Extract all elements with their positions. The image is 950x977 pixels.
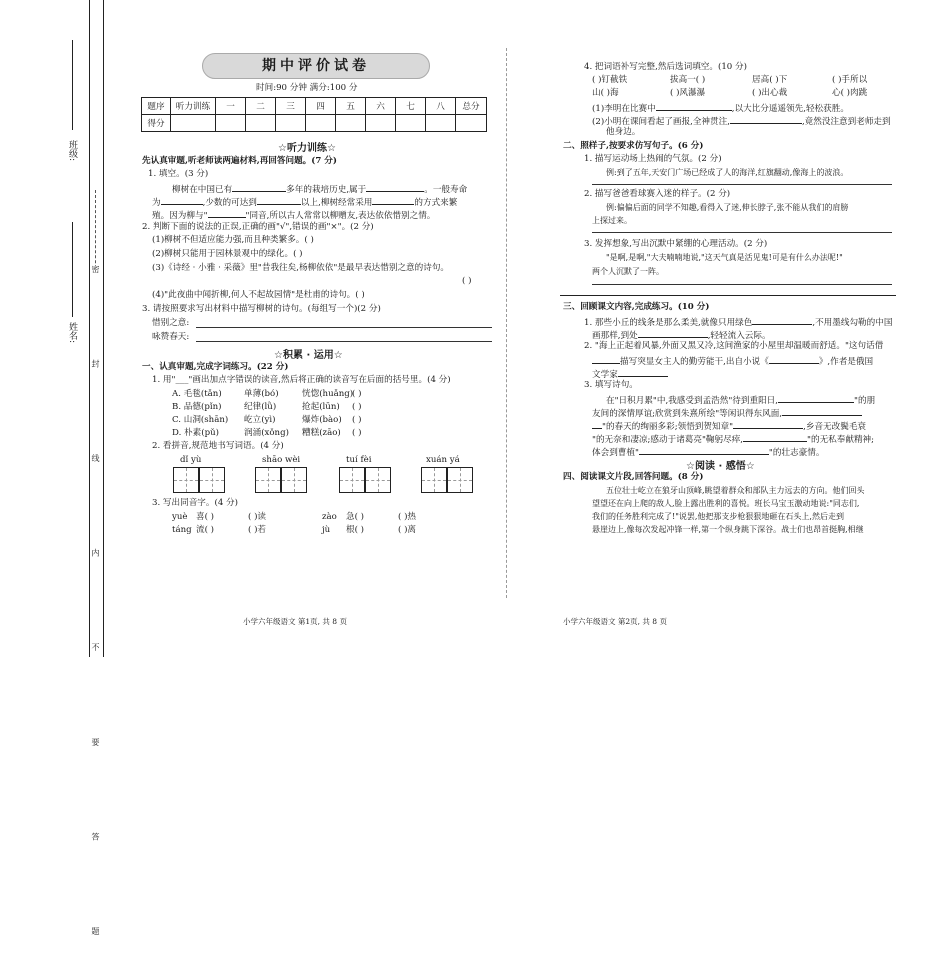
score-input-cell[interactable] — [171, 115, 216, 132]
blank-word[interactable]: 根( ) — [346, 525, 365, 535]
section-divider — [560, 295, 896, 296]
name-field[interactable] — [72, 222, 73, 317]
q3-farewell-answer-line[interactable] — [196, 327, 492, 328]
idiom-blank[interactable]: 山( )海 — [592, 88, 619, 98]
q1-line-1 — [172, 182, 467, 196]
blank-word[interactable]: ( )若 — [248, 525, 267, 535]
score-table-cell: 一 — [216, 98, 246, 115]
p1-question-3: 3. 写出同音字。(4 分) — [152, 498, 238, 508]
word: 屹立(yì) — [244, 415, 276, 425]
page-footer-right: 小学六年级语文 第2页, 共 8 页 — [563, 617, 667, 626]
pinyin-label: dǐ yù — [180, 455, 202, 465]
text: 在"日积月累"中,我感受到孟浩然"待到重阳日, — [606, 396, 779, 406]
word: 纪律(lǜ) — [244, 402, 277, 412]
q1-line-2 — [152, 195, 457, 209]
blank-word[interactable]: 急( ) — [346, 512, 365, 522]
answer-blank[interactable] — [743, 432, 807, 442]
score-input-cell[interactable] — [426, 115, 456, 132]
word: 润涌(xǒng) — [244, 428, 289, 438]
score-table-cell: 七 — [396, 98, 426, 115]
score-table-cell: 三 — [276, 98, 306, 115]
p3-q2-line-2 — [592, 354, 873, 368]
text: 。一般寿命 — [424, 185, 468, 195]
word: 抢起(lūn) — [302, 402, 340, 412]
question-4: 4. 把词语补写完整,然后选词填空。(10 分) — [584, 62, 747, 72]
text: 描写突显女主人的勤劳能干,出自小说《 — [620, 357, 769, 367]
answer-blank[interactable] — [730, 114, 802, 124]
answer-blank[interactable] — [232, 182, 286, 192]
answer-blank[interactable] — [778, 393, 854, 403]
part-2-title: 二、照样子,按要求仿写句子。(6 分) — [563, 141, 704, 151]
time-info: 时间:90 分钟 满分:100 分 — [256, 83, 358, 93]
answer-blank[interactable] — [638, 328, 708, 338]
idiom-blank[interactable]: ( )手所以 — [832, 75, 868, 85]
q3-spring-answer-line[interactable] — [196, 341, 492, 342]
q4-sentence-2-cont: 他身边。 — [606, 127, 641, 137]
p2-question-3: 3. 发挥想象,写出沉默中紧绷的心理活动。(2 分) — [584, 239, 768, 249]
idiom-blank[interactable]: ( )风瀑瀑 — [670, 88, 706, 98]
section-intro: 先认真审题,听老师读两遍材料,再回答问题。(7 分) — [142, 156, 337, 166]
name-label: 姓名: — [67, 322, 77, 344]
q2-item-2: (2)柳树只能用于园林景观中的绿化。( ) — [152, 249, 303, 259]
text: "的无奈和凄凉;感动于诸葛亮"鞠躬尽瘁, — [592, 435, 744, 445]
text: 柳树在中国已有 — [172, 185, 233, 195]
score-table-cell: 八 — [426, 98, 456, 115]
p2-q2-answer-line[interactable] — [592, 232, 892, 233]
pinyin-label: tuí fèi — [346, 455, 372, 465]
text: 的方式来繁 — [414, 198, 458, 208]
p3-q1-line-1 — [584, 315, 892, 329]
p2-q2-example-1: 例:偏偏后面的同学不知趣,看得入了迷,伸长脖子,张不能从我们的肩膀 — [606, 203, 849, 212]
q3-spring-label: 咏赞春天: — [152, 332, 190, 342]
score-input-cell[interactable] — [306, 115, 336, 132]
text: ,轻轻流入云际。 — [707, 331, 771, 341]
writing-grid-cell[interactable] — [199, 467, 225, 493]
score-table — [141, 97, 487, 132]
answer-blank[interactable] — [257, 195, 301, 205]
option: D. 朴素(pǔ) — [172, 428, 219, 438]
q2-item-3: (3)《诗经 · 小雅 · 采薇》里"昔我往矣,杨柳依依"是最早表达惜别之意的诗句。 — [152, 263, 450, 273]
homophone-row — [172, 512, 416, 523]
class-label: 班级: — [67, 140, 77, 162]
p3-q2-line-1: 2. "海上正起着风暴,外面又黑又冷,这间渔家的小屋里却温暖而舒适。"这句话借 — [584, 341, 884, 351]
exam-title: 期中评价试卷 — [202, 53, 430, 79]
answer-paren[interactable]: ( ) — [352, 415, 362, 425]
idiom-row — [592, 75, 867, 86]
answer-blank[interactable] — [161, 195, 203, 205]
p1-question-1: 1. 用"___"画出加点字错误的读音,然后将正确的读音写在后面的括号里。(4 分) — [152, 375, 451, 385]
answer-blank[interactable] — [782, 406, 862, 416]
question-2: 2. 判断下面的说法的正误,正确的画"√",错误的画"×"。(2 分) — [142, 222, 374, 232]
writing-grid-cell[interactable] — [421, 467, 447, 493]
q2-item-4: (4)"此夜曲中闻折柳,何人不起故园情"是杜甫的诗句。( ) — [152, 290, 365, 300]
q2-item-3-paren[interactable]: ( ) — [462, 276, 472, 286]
pinyin: zào — [322, 512, 337, 522]
p3-q3-line-1 — [606, 393, 875, 407]
class-field[interactable] — [72, 40, 73, 130]
pinyin: táng — [172, 525, 192, 535]
score-table-cell: 四 — [306, 98, 336, 115]
idiom-blank[interactable]: ( )钉截铁 — [592, 75, 628, 85]
text: 多年的栽培历史,属于 — [286, 185, 367, 195]
answer-blank[interactable] — [639, 445, 769, 455]
score-table-score-row — [142, 115, 487, 132]
word: 单薄(bó) — [244, 389, 279, 399]
text: ,以大比分遥遥领先,轻松获胜。 — [731, 104, 849, 114]
idiom-blank[interactable]: ( )出心裁 — [752, 88, 788, 98]
text: ,少数的可达到 — [202, 198, 257, 208]
p3-q3-line-2 — [592, 406, 862, 420]
p2-question-2: 2. 描写爸爸看球赛入迷的样子。(2 分) — [584, 189, 731, 199]
score-table-cell: 得分 — [142, 115, 171, 132]
pinyin-label: shāo wèi — [262, 455, 301, 465]
text: 1. 那些小丘的线条是那么柔美,就像只用绿色 — [584, 318, 753, 328]
score-input-cell[interactable] — [216, 115, 246, 132]
p3-q3-line-3 — [592, 419, 866, 433]
text: 友间的深情厚谊;欣赏到朱熹所绘"等闲识得东风面, — [592, 409, 783, 419]
answer-blank[interactable] — [366, 182, 424, 192]
q1-line-3 — [152, 208, 435, 222]
binding-border-line-2 — [103, 0, 104, 657]
blank-word[interactable]: ( )读 — [248, 512, 267, 522]
answer-blank[interactable] — [372, 195, 414, 205]
question-3: 3. 请按照要求写出材料中描写柳树的诗句。(每组写一个)(2 分) — [142, 304, 381, 314]
pinyin-label: xuán yá — [426, 455, 460, 465]
pronunciation-row — [172, 402, 361, 413]
score-table-cell: 五 — [336, 98, 366, 115]
pronunciation-row — [172, 415, 361, 426]
option: B. 品德(pǐn) — [172, 402, 222, 412]
writing-grid-cell[interactable] — [447, 467, 473, 493]
word: 恍惚(huǎng) — [302, 389, 354, 399]
writing-grid-cell[interactable] — [173, 467, 199, 493]
blank-word[interactable]: ( )热 — [398, 512, 417, 522]
text: 文学家 — [592, 370, 618, 380]
idiom-blank[interactable]: 拔高一( ) — [670, 75, 706, 85]
text: (2)小明在课间看起了画报,全神贯注, — [592, 117, 730, 127]
p3-q2-line-3 — [592, 367, 668, 381]
q4-sentence-1 — [592, 101, 849, 115]
text: 殖。因为柳与" — [152, 211, 208, 221]
answer-blank[interactable] — [656, 101, 732, 111]
answer-blank[interactable] — [592, 354, 620, 364]
text: ,竟然没注意到老师走到 — [801, 117, 891, 127]
answer-paren[interactable]: ( ) — [352, 402, 362, 412]
p2-q1-answer-line[interactable] — [592, 184, 892, 185]
p2-q3-answer-line[interactable] — [592, 284, 892, 285]
answer-blank[interactable] — [752, 315, 812, 325]
score-input-cell[interactable] — [366, 115, 396, 132]
word: 糟糕(zāo) — [302, 428, 341, 438]
score-table-cell: 总分 — [456, 98, 487, 115]
p2-question-1: 1. 描写运动场上热闹的气氛。(2 分) — [584, 154, 722, 164]
pronunciation-row — [172, 389, 361, 400]
q2-item-1: (1)柳树不但适应能力强,而且种类繁多。( ) — [152, 235, 314, 245]
part-1-title: 一、认真审题,完成字词练习。(22 分) — [142, 362, 289, 372]
writing-grid-cell[interactable] — [365, 467, 391, 493]
answer-blank[interactable] — [208, 208, 246, 218]
answer-paren[interactable]: ( ) — [352, 428, 362, 438]
text: 画那样,到处 — [592, 331, 638, 341]
page-divider — [506, 48, 507, 598]
score-input-cell[interactable] — [336, 115, 366, 132]
p3-question-3: 3. 填写诗句。 — [584, 380, 638, 390]
answer-blank[interactable] — [769, 354, 819, 364]
answer-blank[interactable] — [618, 367, 668, 377]
answer-blank[interactable] — [733, 419, 803, 429]
reading-passage-line: 悬崖边上,像每次发起冲锋一样,第一个纵身跳下深谷。战士们也昂首挺胸,相继 — [592, 525, 864, 534]
section-title-accumulation: ☆积累 · 运用☆ — [274, 350, 343, 361]
text: "同音,所以古人常常以柳赠友,表达依依惜别之情。 — [245, 211, 436, 221]
section-title-reading: ☆阅读 · 感悟☆ — [686, 461, 755, 472]
question-1: 1. 填空。(3 分) — [148, 169, 209, 179]
text: 》,作者是俄国 — [818, 357, 874, 367]
text: ,不用墨线勾勒的中国 — [812, 318, 893, 328]
page-footer-left: 小学六年级语文 第1页, 共 8 页 — [243, 617, 347, 626]
reading-passage-line: 五位壮士屹立在狼牙山顶峰,眺望着群众和部队主力远去的方向。他们回头 — [606, 486, 865, 495]
answer-blank[interactable] — [592, 419, 602, 429]
blank-word[interactable]: ( )离 — [398, 525, 417, 535]
idiom-blank[interactable]: 居高( )下 — [752, 75, 788, 85]
part-3-title: 三、回顾课文内容,完成练习。(10 分) — [563, 302, 710, 312]
score-input-cell[interactable] — [456, 115, 487, 132]
blank-word[interactable]: 流( ) — [196, 525, 215, 535]
word: 爆炸(bào) — [302, 415, 342, 425]
pinyin: jù — [322, 525, 331, 535]
reading-passage-line: 望望还在向上爬的敌人,脸上露出胜利的喜悦。班长马宝玉激动地说:"同志们, — [592, 499, 860, 508]
text: "的朋 — [854, 396, 876, 406]
q3-farewell-label: 惜别之意: — [152, 318, 190, 328]
p2-q1-example: 例:到了五年,天安门广场已经成了人的海洋,红旗翻动,像海上的波浪。 — [606, 168, 849, 177]
text: "的壮志豪情。 — [768, 448, 825, 458]
score-table-cell: 听力训练 — [171, 98, 216, 115]
q4-sentence-2 — [592, 114, 891, 128]
answer-paren[interactable]: ( ) — [352, 389, 362, 399]
idiom-blank[interactable]: 心( )肉跳 — [832, 88, 868, 98]
p1-question-2: 2. 看拼音,规范地书写词语。(4 分) — [152, 441, 284, 451]
reading-passage-line: 我们的任务胜利完成了!"说罢,他把那支步枪狠狠地砸在石头上,然后走到 — [592, 512, 844, 521]
text: 为 — [152, 198, 161, 208]
p2-q2-example-2: 上探过来。 — [592, 216, 632, 225]
option: A. 毛毯(tǎn) — [172, 389, 222, 399]
text: 以上,柳树经常采用 — [300, 198, 373, 208]
text: (1)李明在比赛中 — [592, 104, 656, 114]
seal-text: 密 封 线 内 不 要 答 题 — [91, 265, 100, 977]
part-4-title: 四、阅读课文片段,回答问题。(8 分) — [563, 472, 704, 482]
writing-grid-cell[interactable] — [281, 467, 307, 493]
score-input-cell[interactable] — [396, 115, 426, 132]
pronunciation-row — [172, 428, 361, 439]
p3-q3-line-4 — [592, 432, 874, 446]
section-title-listening: ☆听力训练☆ — [278, 143, 336, 154]
text: "的春天的绚丽多彩;领悟到贺知章" — [602, 422, 734, 432]
writing-grid-cell[interactable] — [255, 467, 281, 493]
p2-q3-example-1: "是啊,是啊,"大夫喃喃地说,"这天气真是活见鬼!可是有什么办法呢!" — [606, 253, 843, 262]
score-table-cell: 六 — [366, 98, 396, 115]
p3-q1-line-2 — [592, 328, 771, 342]
writing-grid-cell[interactable] — [339, 467, 365, 493]
idiom-row — [592, 88, 867, 99]
homophone-row — [172, 525, 416, 536]
text: "的无私奉献精神; — [807, 435, 875, 445]
option: C. 山洞(shān) — [172, 415, 229, 425]
score-input-cell[interactable] — [276, 115, 306, 132]
score-input-cell[interactable] — [246, 115, 276, 132]
text: 体会到曹植" — [592, 448, 639, 458]
score-table-header-row — [142, 98, 487, 115]
score-table-cell: 题序 — [142, 98, 171, 115]
blank-word[interactable]: 喜( ) — [196, 512, 215, 522]
score-table-cell: 二 — [246, 98, 276, 115]
p2-q3-example-2: 两个人沉默了一阵。 — [592, 267, 664, 276]
pinyin: yuè — [172, 512, 188, 522]
text: ,乡音无改鬓毛衰 — [803, 422, 867, 432]
